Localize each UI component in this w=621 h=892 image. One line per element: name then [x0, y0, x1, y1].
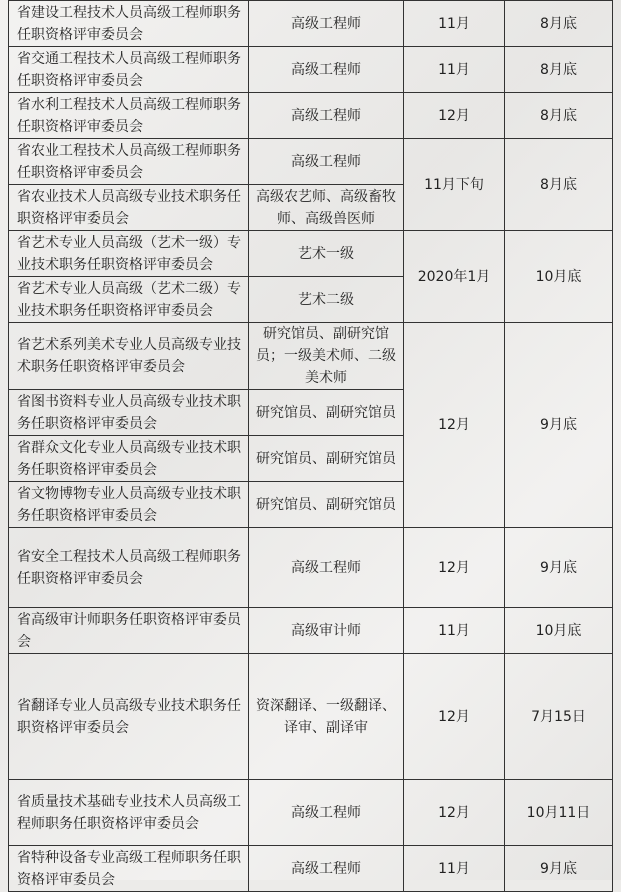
title-level: 高级工程师 [249, 846, 404, 892]
committee-name: 省建设工程技术人员高级工程师职务任职资格评审委员会 [9, 1, 249, 47]
committee-name: 省艺术专业人员高级（艺术二级）专业技术职务任职资格评审委员会 [9, 277, 249, 323]
deadline: 8月底 [505, 47, 613, 93]
deadline: 9月底 [505, 323, 613, 528]
review-month: 2020年1月 [404, 231, 505, 323]
deadline: 8月底 [505, 1, 613, 47]
title-level: 研究馆员、副研究馆员 [249, 482, 404, 528]
deadline: 10月底 [505, 231, 613, 323]
title-level: 高级工程师 [249, 47, 404, 93]
committee-name: 省交通工程技术人员高级工程师职务任职资格评审委员会 [9, 47, 249, 93]
committee-name: 省高级审计师职务任职资格评审委员会 [9, 608, 249, 654]
committee-name: 省艺术专业人员高级（艺术一级）专业技术职务任职资格评审委员会 [9, 231, 249, 277]
table-row [9, 528, 613, 608]
committee-name: 省农业工程技术人员高级工程师职务任职资格评审委员会 [9, 139, 249, 185]
title-level: 高级审计师 [249, 608, 404, 654]
deadline: 10月底 [505, 608, 613, 654]
table-row [9, 323, 613, 390]
table-row [9, 608, 613, 654]
deadline: 9月底 [505, 846, 613, 892]
title-level: 高级工程师 [249, 780, 404, 846]
review-month: 11月 [404, 608, 505, 654]
committee-name: 省群众文化专业人员高级专业技术职务任职资格评审委员会 [9, 436, 249, 482]
table-row [9, 1, 613, 47]
title-level: 高级工程师 [249, 1, 404, 47]
table-row [9, 654, 613, 780]
title-level: 高级农艺师、高级畜牧师、高级兽医师 [249, 185, 404, 231]
title-level: 资深翻译、一级翻译、译审、副译审 [249, 654, 404, 780]
deadline: 8月底 [505, 93, 613, 139]
title-level: 高级工程师 [249, 139, 404, 185]
title-level: 研究馆员、副研究馆员；一级美术师、二级美术师 [249, 323, 404, 390]
review-month: 11月 [404, 47, 505, 93]
deadline: 8月底 [505, 139, 613, 231]
table-row [9, 846, 613, 892]
table-row [9, 231, 613, 277]
table-row [9, 139, 613, 185]
committee-name: 省安全工程技术人员高级工程师职务任职资格评审委员会 [9, 528, 249, 608]
committee-name: 省农业技术人员高级专业技术职务任职资格评审委员会 [9, 185, 249, 231]
committee-name: 省文物博物专业人员高级专业技术职务任职资格评审委员会 [9, 482, 249, 528]
review-month: 12月 [404, 323, 505, 528]
title-level: 艺术一级 [249, 231, 404, 277]
review-month: 12月 [404, 780, 505, 846]
review-month: 11月 [404, 1, 505, 47]
title-level: 研究馆员、副研究馆员 [249, 436, 404, 482]
committee-name: 省翻译专业人员高级专业技术职务任职资格评审委员会 [9, 654, 249, 780]
table-row [9, 93, 613, 139]
deadline: 7月15日 [505, 654, 613, 780]
review-month: 12月 [404, 93, 505, 139]
committee-name: 省质量技术基础专业技术人员高级工程师职务任职资格评审委员会 [9, 780, 249, 846]
deadline: 10月11日 [505, 780, 613, 846]
committee-name: 省特种设备专业高级工程师职务任职资格评审委员会 [9, 846, 249, 892]
deadline: 9月底 [505, 528, 613, 608]
review-month: 11月 [404, 846, 505, 892]
committee-name: 省艺术系列美术专业人员高级专业技术职务任职资格评审委员会 [9, 323, 249, 390]
review-month: 11月下旬 [404, 139, 505, 231]
title-level: 高级工程师 [249, 528, 404, 608]
committee-name: 省水利工程技术人员高级工程师职务任职资格评审委员会 [9, 93, 249, 139]
title-level: 艺术二级 [249, 277, 404, 323]
table-row [9, 47, 613, 93]
review-schedule-table [8, 0, 613, 892]
review-month: 12月 [404, 528, 505, 608]
title-level: 研究馆员、副研究馆员 [249, 390, 404, 436]
title-level: 高级工程师 [249, 93, 404, 139]
table-row [9, 780, 613, 846]
committee-name: 省图书资料专业人员高级专业技术职务任职资格评审委员会 [9, 390, 249, 436]
review-month: 12月 [404, 654, 505, 780]
